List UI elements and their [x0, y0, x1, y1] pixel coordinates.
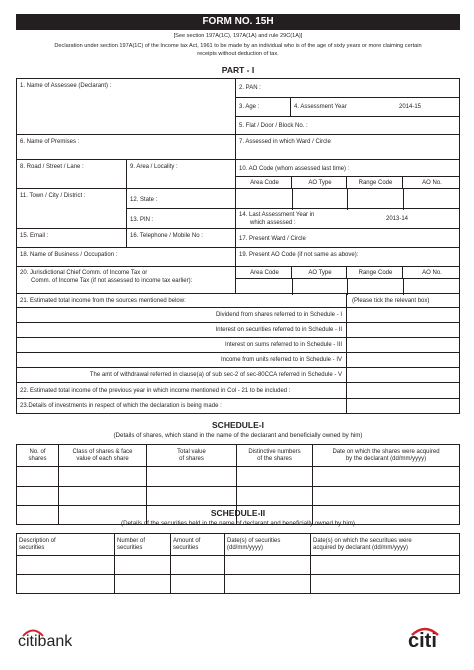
- schedule1-col-date-acquired: [313, 445, 460, 467]
- field-pan-label: 2. PAN :: [239, 85, 261, 91]
- schedule1-col-class: [59, 445, 147, 467]
- header-text: value of each share: [76, 455, 129, 462]
- header-text: by the declarant (dd/mm/yyyy): [345, 455, 427, 462]
- field-pin[interactable]: [126, 208, 236, 229]
- ao2-header-ao-no-label: AO No.: [422, 270, 442, 276]
- citi-arc-icon: [410, 626, 440, 636]
- table-cell[interactable]: [311, 556, 460, 575]
- income-row-interest-sums-box[interactable]: [346, 337, 460, 353]
- field-assessed-ward-label: 7. Assessed in which Ward / Circle: [239, 139, 331, 145]
- field-jurisdictional-commissioner[interactable]: [16, 266, 236, 294]
- table-cell[interactable]: [171, 575, 225, 594]
- field-business-occupation-label: 18. Name of Business / Occupation :: [20, 252, 118, 258]
- ao-code-values[interactable]: [235, 188, 460, 209]
- table-cell[interactable]: [237, 467, 313, 487]
- field-investment-details-label: 23.Details of investments in respect of which the declaration is being made :: [20, 403, 222, 409]
- field-email-label: 15. Email :: [20, 233, 49, 239]
- income-row-label: Dividend from shares referred to in Schedule - I: [215, 312, 342, 318]
- citi-logo-text: citi: [408, 630, 437, 652]
- income-row-dividend-box[interactable]: [346, 307, 460, 323]
- table-cell[interactable]: [115, 556, 171, 575]
- field-assessed-ward[interactable]: [235, 134, 460, 160]
- income-row-units: [16, 352, 347, 368]
- table-cell[interactable]: [313, 467, 460, 487]
- table-cell[interactable]: [147, 487, 237, 506]
- field-road-street-label: 8. Road / Street / Lane :: [20, 164, 84, 170]
- field-name-of-assessee[interactable]: [16, 78, 236, 135]
- table-cell[interactable]: [59, 487, 147, 506]
- header-text: shares: [28, 455, 47, 462]
- field-assessment-year[interactable]: [290, 97, 460, 117]
- field-estimated-total-previous-year-box[interactable]: [346, 382, 460, 399]
- income-row-interest-securities-box[interactable]: [346, 322, 460, 338]
- field-business-occupation[interactable]: [16, 247, 236, 267]
- section-reference: [See section 197A(1C), 197A(1A) and rule 29C(1A)]: [173, 33, 303, 39]
- schedule2-col-amount: [171, 534, 225, 556]
- part-title: PART - I: [221, 65, 255, 75]
- field-last-assessment-year[interactable]: [235, 208, 460, 229]
- income-row-label: Interest on sums referred to in Schedule - III: [224, 342, 342, 348]
- ao-divider: [403, 189, 404, 210]
- table-row: [17, 487, 460, 506]
- income-row-units-box[interactable]: [346, 352, 460, 368]
- schedule1-col-total-value: [147, 445, 237, 467]
- schedule2-header-row: [17, 534, 460, 556]
- table-cell[interactable]: [17, 467, 59, 487]
- field-area-locality[interactable]: [126, 159, 236, 189]
- header-text: Number of: [117, 537, 146, 544]
- header-text: No. of: [29, 448, 46, 455]
- table-cell[interactable]: [311, 575, 460, 594]
- ao-header-area-code-label: Area Code: [250, 180, 279, 186]
- field-estimated-income-label: 21. Estimated total income from the sources mentioned below:: [20, 298, 186, 304]
- ao-divider: [347, 189, 348, 210]
- schedule1-title: SCHEDULE-I: [212, 420, 264, 430]
- field-last-assessment-year-label: 14. Last Assessment Year in: [239, 212, 315, 218]
- income-row-dividend: [16, 307, 347, 323]
- schedule1-header-row: [17, 445, 460, 467]
- schedule1-col-no-shares: [17, 445, 59, 467]
- citibank-logo: [18, 633, 72, 651]
- ao-header-ao-type-label: AO Type: [308, 180, 332, 186]
- field-last-assessment-year-value: 2013-14: [386, 216, 409, 222]
- field-ao-code: [235, 159, 460, 177]
- part1-form: [16, 78, 460, 414]
- tick-instruction-label: (Please tick the relevant box): [352, 298, 430, 304]
- field-flat-door-block[interactable]: [235, 116, 460, 135]
- header-text: acquired by declarant (dd/mm/yyyy): [313, 544, 409, 551]
- field-present-ao-code-label: 19. Present AO Code (if not same as above):: [239, 252, 359, 258]
- schedule1-subtitle: (Details of shares, which stand in the name of the declarant and beneficially owned by him): [113, 432, 363, 439]
- field-pan[interactable]: [235, 78, 460, 98]
- header-text: of shares: [179, 455, 204, 462]
- header-text: Description of: [19, 537, 56, 544]
- citibank-logo-text: citibank: [18, 633, 73, 650]
- citi-logo: [408, 630, 437, 653]
- table-row: [17, 467, 460, 487]
- citibank-arc-icon: [21, 627, 45, 637]
- schedule2-col-description: [17, 534, 115, 556]
- field-present-ao-code: [235, 247, 460, 267]
- form-title: FORM NO. 15H: [16, 14, 460, 30]
- table-cell[interactable]: [225, 575, 311, 594]
- header-text: Date on which the shares were acquired: [332, 448, 440, 455]
- field-state-label: 12. State :: [130, 197, 158, 203]
- header-text: securities: [19, 544, 45, 551]
- header-text: Class of shares & face: [72, 448, 133, 455]
- schedule2-title: SCHEDULE-II: [210, 508, 266, 518]
- header-text: Date(s) of securities: [227, 537, 281, 544]
- field-estimated-total-previous-year: [16, 382, 347, 399]
- ao-header-range-code-label: Range Code: [358, 180, 393, 186]
- schedule2-col-number: [115, 534, 171, 556]
- header-text: of the shares: [257, 455, 292, 462]
- schedule2-col-date-securities: [225, 534, 311, 556]
- field-present-ward[interactable]: [235, 228, 460, 248]
- field-area-locality-label: 9. Area / Locality :: [130, 164, 178, 170]
- field-assessment-year-value: 2014-15: [399, 104, 422, 110]
- table-cell[interactable]: [171, 556, 225, 575]
- field-telephone-label: 16. Telephone / Mobile No :: [130, 233, 203, 239]
- field-name-of-assessee-label: 1. Name of Assessee (Declarant) :: [20, 83, 112, 89]
- field-last-assessment-year-label-2: which assessed :: [250, 220, 296, 226]
- field-road-street[interactable]: [16, 159, 127, 189]
- ao2-code-values[interactable]: [235, 278, 460, 294]
- table-cell[interactable]: [17, 575, 115, 594]
- declaration-line-1: Declaration under section 197A(1C) of the Income tax Act, 1961 to be made by an individual who is of the age of sixty years or more claiming certain: [54, 43, 422, 49]
- header-text: (dd/mm/yyyy): [227, 544, 263, 551]
- ao-header-ao-no-label: AO No.: [422, 180, 442, 186]
- field-name-of-premises[interactable]: [16, 134, 236, 160]
- schedule2-table: [16, 533, 460, 594]
- schedule2-subtitle: (Details of the securities held in the name of declarant and beneficially owned by him): [121, 520, 355, 527]
- table-cell[interactable]: [17, 487, 59, 506]
- schedule1-col-distinctive: [237, 445, 313, 467]
- field-ao-code-label: 10. AO Code (whom assessed last time) :: [239, 166, 350, 172]
- table-cell[interactable]: [115, 575, 171, 594]
- ao2-header-area-code-label: Area Code: [250, 270, 279, 276]
- field-assessment-year-label: 4. Assessment Year: [294, 104, 347, 110]
- field-jurisdictional-commissioner-label-2: Comm. of Income Tax (if not assessed to income tax earlier):: [31, 278, 193, 284]
- income-row-label: Income from units referred to in Schedule - IV: [220, 357, 342, 363]
- table-cell[interactable]: [59, 467, 147, 487]
- field-town-city[interactable]: [16, 188, 127, 229]
- field-town-city-label: 11. Town / City / District :: [20, 193, 86, 199]
- ao2-header-range-code-label: Range Code: [358, 270, 393, 276]
- schedule2-col-date-acquired: [311, 534, 460, 556]
- income-row-label: The amt of withdrawal referred in clause(a) of sub sec-2 of sec-80CCA referred in Schedule - V: [89, 372, 342, 378]
- field-investment-details-box[interactable]: [346, 398, 460, 414]
- field-age-label: 3. Age :: [239, 104, 260, 110]
- tick-instruction: [346, 293, 460, 308]
- header-text: Date(s) on which the securitues were: [313, 537, 412, 544]
- header-text: Distinctive numbers: [248, 448, 301, 455]
- field-name-of-premises-label: 6. Name of Premises :: [20, 139, 80, 145]
- ao2-header-ao-type-label: AO Type: [308, 270, 332, 276]
- table-row: [17, 575, 460, 594]
- declaration-line-2: receipts without deduction of tax.: [197, 51, 279, 57]
- table-cell[interactable]: [17, 556, 115, 575]
- field-telephone[interactable]: [126, 228, 236, 248]
- table-row: [17, 556, 460, 575]
- income-row-withdrawal: [16, 367, 347, 383]
- field-estimated-income: [16, 293, 347, 308]
- income-row-interest-sums: [16, 337, 347, 353]
- income-row-label: Interest on securities referred to in Schedule - II: [215, 327, 342, 333]
- table-cell[interactable]: [147, 467, 237, 487]
- table-cell[interactable]: [225, 556, 311, 575]
- field-estimated-total-previous-year-label: 22. Estimated total income of the previous year in which income mentioned in Col - 21 to be included :: [20, 388, 291, 394]
- ao-divider: [292, 189, 293, 210]
- field-pin-label: 13. PIN :: [130, 217, 154, 223]
- field-age[interactable]: [235, 97, 291, 117]
- table-cell[interactable]: [313, 487, 460, 506]
- header-text: securities: [173, 544, 199, 551]
- header-text: securities: [117, 544, 143, 551]
- field-email[interactable]: [16, 228, 127, 248]
- field-investment-details: [16, 398, 347, 414]
- header-text: Amount of: [173, 537, 201, 544]
- table-cell[interactable]: [237, 487, 313, 506]
- income-row-interest-securities: [16, 322, 347, 338]
- field-present-ward-label: 17. Present Ward / Circle: [239, 236, 306, 242]
- income-row-withdrawal-box[interactable]: [346, 367, 460, 383]
- field-state[interactable]: [126, 188, 236, 209]
- field-jurisdictional-commissioner-label: 20. Jurisdictional Chief Comm. of Income Tax or: [20, 270, 148, 276]
- header-text: Total value: [177, 448, 206, 455]
- field-flat-door-block-label: 5. Flat / Door / Block No. :: [239, 123, 308, 129]
